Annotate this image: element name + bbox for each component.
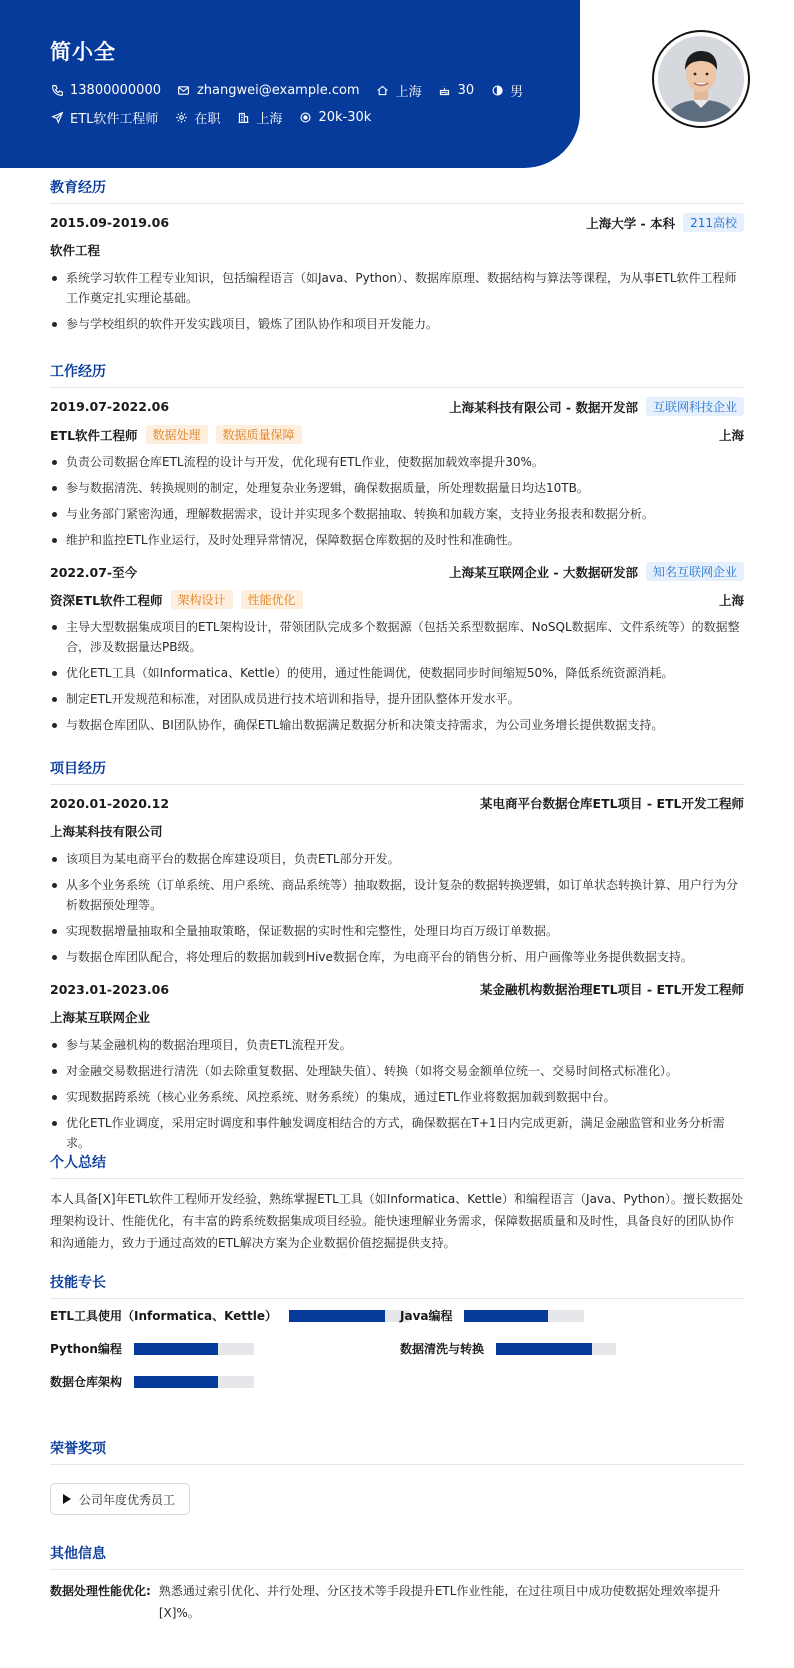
work-2-bullets [50,617,744,741]
list-item: 对金融交易数据进行清洗（如去除重复数据、处理缺失值）、转换（如将交易金额单位统一、交易时间格式标准化）。 [50,1061,744,1081]
work-1-bullets [50,452,744,556]
job-item [50,108,158,127]
skill-bar [134,1343,254,1355]
work-1-company-tag: 互联网科技企业 [646,397,744,416]
work-1-period: 2019.07-2022.06 [50,399,170,414]
work-1-skill-tag: 数据处理 [146,425,208,444]
summary-text: 本人具备[X]年ETL软件工程师开发经验，熟练掌握ETL工具（如Informatica、Kettle）和编程语言（Java、Python）。擅长数据处理架构设计、性能优化，有丰富的跨系统数据集成项目经验。能快速理解业务需求，保障数据质量和及时性，具备良好的团队协作和沟通能力，致力于通过高效的ETL解决方案为企业数据价值挖掘提供支持。 [50,1192,743,1250]
gender-text: 男 [510,85,524,100]
list-item: 主导大型数据集成项目的ETL架构设计，带领团队完成多个数据源（包括关系型数据库、NoSQL数据库、文件系统等）的数据整合，涉及数据量达PB级。 [50,617,744,657]
work-1-company: 上海某科技有限公司 - 数据开发部 [449,399,638,415]
list-item: 实现数据增量抽取和全量抽取策略，保证数据的实时性和完整性，处理日均百万级订单数据。 [50,921,744,941]
list-item: 该项目为某电商平台的数据仓库建设项目，负责ETL部分开发。 [50,849,744,869]
gender-item [490,81,523,100]
section-title-other: 其他信息 [50,1543,744,1570]
skill-name: 数据仓库架构 [50,1375,123,1389]
avatar-frame [652,30,750,128]
education-tag: 211高校 [683,213,744,232]
list-item: 实现数据跨系统（核心业务系统、风控系统、财务系统）的集成，通过ETL作业将数据加载到数据中台。 [50,1087,744,1107]
phone-icon [50,84,64,98]
project-2-name: 某金融机构数据治理ETL项目 - ETL开发工程师 [480,982,744,997]
list-item: 制定ETL开发规范和标准，对团队成员进行技术培训和指导，提升团队整体开发水平。 [50,689,744,709]
send-icon [50,111,64,125]
phone-text: 13800000000 [70,83,161,98]
skill-bar [496,1343,616,1355]
education-header [50,213,744,232]
skill-bar [134,1376,254,1388]
skill-item [400,1307,584,1324]
gear-icon [174,111,188,125]
project-1-bullets [50,849,744,973]
building-icon [236,111,250,125]
list-item: 负责公司数据仓库ETL流程的设计与开发，优化现有ETL作业，使数据加载效率提升30%。 [50,452,744,472]
work-2-skill-tag: 性能优化 [241,590,303,609]
education-school: 上海大学 - 本科 [586,215,676,231]
section-title-summary: 个人总结 [50,1152,744,1179]
age-item [438,83,475,98]
skill-bar-fill [134,1376,218,1388]
list-item: 参与数据清洗、转换规则的制定，处理复杂业务逻辑，确保数据质量，所处理数据量日均达10TB。 [50,478,744,498]
skill-bar [464,1310,584,1322]
list-item: 维护和监控ETL作业运行，及时处理异常情况，保障数据仓库数据的及时性和准确性。 [50,530,744,550]
work-1-title: ETL软件工程师 [50,427,138,443]
age-text: 30 [457,83,475,98]
other-info-key: 数据处理性能优化: [50,1584,151,1598]
work-2-period: 2022.07-至今 [50,564,138,580]
location-item [376,81,422,100]
skill-item [50,1307,409,1324]
skill-name: Java编程 [400,1309,453,1323]
work-1-title-row [50,425,744,444]
education-period: 2015.09-2019.06 [50,215,170,230]
section-title-honors: 荣誉奖项 [50,1438,744,1465]
project-1-name: 某电商平台数据仓库ETL项目 - ETL开发工程师 [480,796,744,811]
skill-item [50,1373,254,1390]
email-item [177,83,360,98]
honor-badge [50,1483,190,1515]
work-1-skill-tag: 数据质量保障 [216,425,302,444]
section-title-work: 工作经历 [50,361,744,388]
skill-item [400,1340,616,1357]
skill-bar-fill [496,1343,592,1355]
job-text: ETL软件工程师 [70,112,159,127]
other-info-value: 熟悉通过索引优化、并行处理、分区技术等手段提升ETL作业性能，在过往项目中成功使数据处理效率提升[X]%。 [158,1584,721,1620]
skill-item [50,1340,254,1357]
work-2-title: 资深ETL软件工程师 [50,592,163,608]
gender-icon [490,84,504,98]
skill-bar-fill [134,1343,218,1355]
project-2-header [50,980,744,998]
city-text: 上海 [256,112,283,127]
work-2-company-tag: 知名互联网企业 [646,562,744,581]
list-item: 与数据仓库团队、BI团队协作，确保ETL输出数据满足数据分析和决策支持需求，为公司业务增长提供数据支持。 [50,715,744,735]
skill-name: 数据清洗与转换 [400,1342,485,1356]
project-1-header [50,794,744,812]
avatar [658,36,744,122]
status-text: 在职 [194,112,221,127]
work-2-header [50,562,744,581]
project-1-company-row [50,822,744,840]
work-2-skill-tag: 架构设计 [171,590,233,609]
skill-name: Python编程 [50,1342,122,1356]
salary-text: 20k-30k [318,110,372,125]
contact-row [50,81,539,100]
list-item: 参与学校组织的软件开发实践项目，锻炼了团队协作和项目开发能力。 [50,314,744,334]
education-bullets [50,268,744,340]
education-major-row [50,241,744,259]
project-2-bullets [50,1035,744,1159]
list-item: 优化ETL作业调度，采用定时调度和事件触发调度相结合的方式，确保数据在T+1日内完成更新，满足金融监管和业务分析需求。 [50,1113,744,1153]
list-item: 系统学习软件工程专业知识，包括编程语言（如Java、Python）、数据库原理、数据结构与算法等课程，为从事ETL软件工程师工作奠定扎实理论基础。 [50,268,744,308]
phone-item [50,83,161,98]
work-2-title-row [50,590,744,609]
candidate-name: 简小全 [50,40,116,64]
work-2-city: 上海 [718,592,744,608]
project-1-company: 上海某科技有限公司 [50,824,163,839]
location-text: 上海 [395,85,422,100]
home-icon [376,84,390,98]
work-1-header [50,397,744,416]
coin-icon [298,111,312,125]
mail-icon [177,84,191,98]
work-2-company: 上海某互联网企业 - 大数据研发部 [449,564,638,580]
education-major: 软件工程 [50,243,101,258]
salary-item [298,110,371,125]
list-item: 与业务部门紧密沟通，理解数据需求，设计并实现多个数据抽取、转换和加载方案，支持业务报表和数据分析。 [50,504,744,524]
list-item: 优化ETL工具（如Informatica、Kettle）的使用，通过性能调优，使数据同步时间缩短50%，降低系统资源消耗。 [50,663,744,683]
email-text: zhangwei@example.com [196,83,360,98]
honor-text: 公司年度优秀员工 [79,1492,176,1507]
skill-bar-fill [289,1310,385,1322]
project-2-company-row [50,1008,744,1026]
project-2-period: 2023.01-2023.06 [50,981,170,997]
skill-bar [289,1310,409,1322]
project-1-period: 2020.01-2020.12 [50,795,170,811]
play-icon [63,1494,71,1504]
city-item [236,108,282,127]
work-1-city: 上海 [718,427,744,443]
skill-name: ETL工具使用（Informatica、Kettle） [50,1309,278,1323]
list-item: 参与某金融机构的数据治理项目，负责ETL流程开发。 [50,1035,744,1055]
section-title-education: 教育经历 [50,177,744,204]
skill-bar-fill [464,1310,548,1322]
section-title-skills: 技能专长 [50,1272,744,1299]
list-item: 与数据仓库团队配合，将处理后的数据加载到Hive数据仓库，为电商平台的销售分析、用户画像等业务提供数据支持。 [50,947,744,967]
list-item: 从多个业务系统（订单系统、用户系统、商品系统等）抽取数据，设计复杂的数据转换逻辑，如订单状态转换计算、用户行为分析数据预处理等。 [50,875,744,915]
status-item [174,108,220,127]
section-title-project: 项目经历 [50,758,744,785]
project-2-company: 上海某互联网企业 [50,1010,151,1025]
job-row [50,108,387,127]
cake-icon [438,84,452,98]
other-info-row [50,1580,744,1624]
